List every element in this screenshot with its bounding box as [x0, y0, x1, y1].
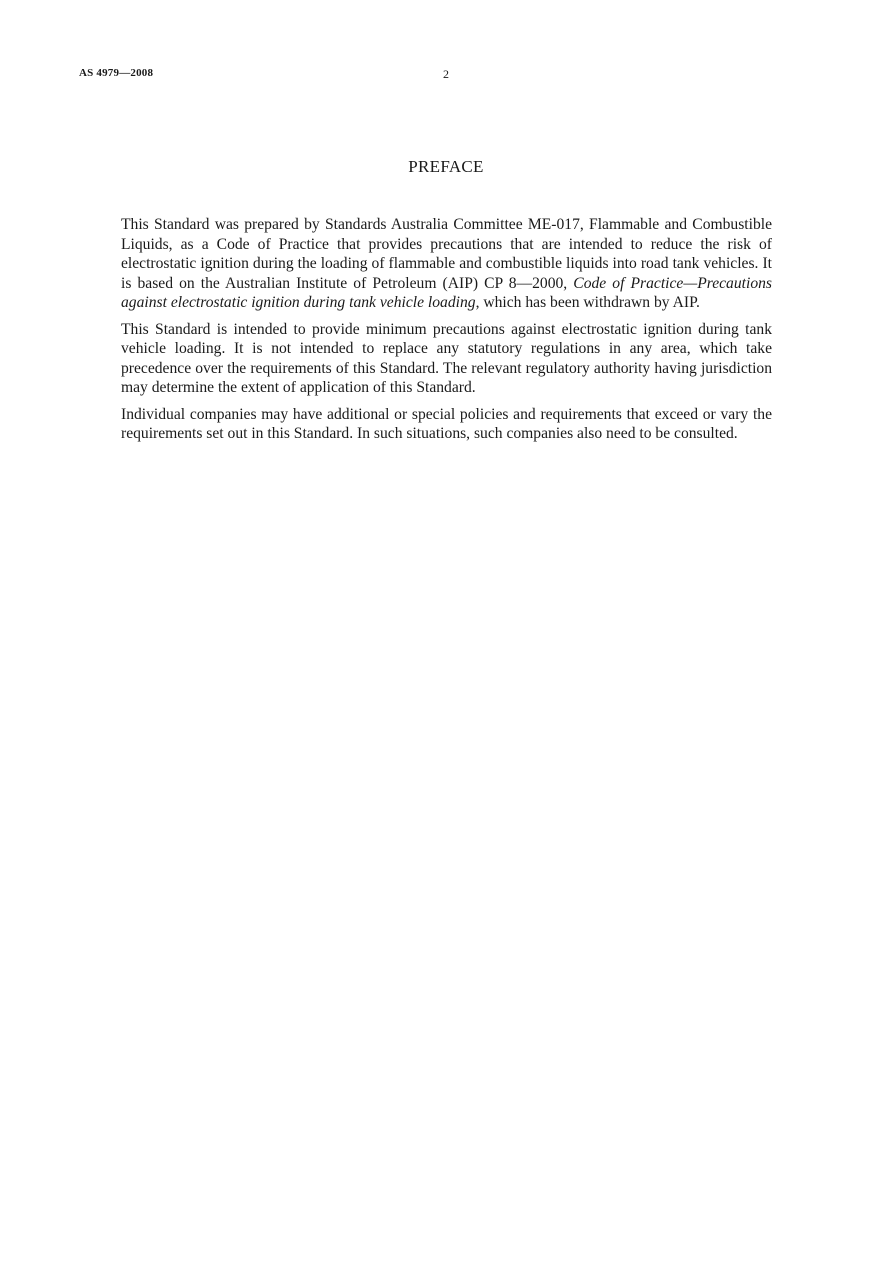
standard-identifier: AS 4979—2008: [79, 67, 154, 79]
paragraph-2: This Standard is intended to provide minimum precautions against electrostatic ignition during tank vehicle loading. It is not intended to replace any statutory regulations in any area, which take precedence over the requirements of this Standard. The relevant regulatory authority having jurisdiction may determine the extent of application of this Standard.: [121, 320, 772, 396]
paragraph-1: [121, 215, 772, 313]
cited-document-title: Code of Practice—Precautions against electrostatic ignition during tank vehicle loading: [121, 274, 772, 311]
paragraph-3: Individual companies may have additional or special policies and requirements that exceed or vary the requirements set out in this Standard. In such situations, such companies also need to be consulted.: [121, 405, 772, 442]
paragraph-1-text-before: This Standard was prepared by Standards Australia Committee ME-017, Flammable and Combustible Liquids, as a Code of Practice that provides precautions that are intended to reduce the risk of electrostatic ignition during the loading of flammable and combustible liquids into road tank vehicles. It is based on the Australian Institute of Petroleum (AIP) CP 8—2000,: [121, 216, 772, 292]
preface-body: [121, 215, 772, 451]
section-title: PREFACE: [408, 157, 484, 176]
paragraph-1-text-after: , which has been withdrawn by AIP.: [475, 294, 700, 311]
page-number: 2: [443, 67, 449, 81]
